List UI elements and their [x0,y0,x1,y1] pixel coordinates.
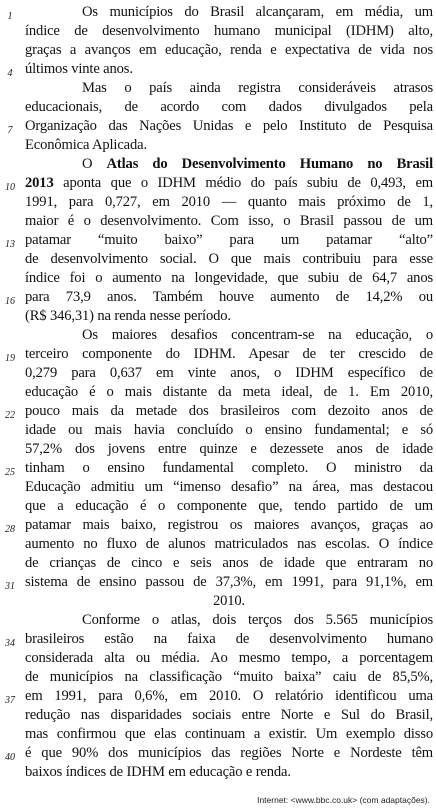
line-number: 19 [5,353,15,364]
text-line: 1991, para 0,727, em 2010 — quanto mais próximo de 1, [25,194,433,210]
text-line: que a educação é o componente que, tendo partido de um [25,498,433,514]
text-line: educação é o mais distante da meta ideal, de 1. Em 2010, [25,384,433,400]
text-line: patamar mais baixo, registrou os maiores avanços, graças ao [25,517,433,533]
text-line: O Atlas do Desenvolvimento Humano no Brasil [82,156,433,172]
text-line: Os municípios do Brasil alcançaram, em média, um [82,4,433,20]
line-number: 13 [5,239,15,250]
text-line: em 1991, para 0,6%, em 2010. O relatório identificou uma [25,688,433,704]
text-line: 0,279 para 0,637 em vinte anos, o IDHM específico de [25,365,433,381]
line-number: 10 [5,182,15,193]
text-line: aumento no fluxo de alunos matriculados nas escolas. O índice [25,536,433,552]
text-line: Os maiores desafios concentram-se na educação, o [82,327,433,343]
text-line: Mas o país ainda registra consideráveis atrasos [82,80,433,96]
text-line: idade ou mais havia concluído o ensino fundamental; e só [25,422,433,438]
line-number: 22 [5,410,15,421]
line-number: 4 [7,68,13,79]
line-number: 40 [5,752,15,763]
text-line: é que 90% dos municípios das regiões Norte e Nordeste têm [25,745,433,761]
text-line: mas confirmou que elas continuam a existir. Um exemplo disso [25,726,433,742]
text-line: 2013 aponta que o IDHM médio do país subiu de 0,493, em [25,175,433,191]
text-line: sistema de ensino passou de 37,3%, em 1991, para 91,1%, em [25,574,433,590]
text-line: maior é o desenvolvimento. Com isso, o Brasil passou de um [25,213,433,229]
text-line: de desenvolvimento social. O que mais contribuiu para esse [25,251,433,267]
line-number: 28 [5,524,15,535]
text-line: educacionais, de acordo com dados divulgados pela [25,99,433,115]
text-line: Organização das Nações Unidas e pelo Instituto de Pesquisa [25,118,433,134]
atlas-title: Atlas do Desenvolvimento Humano no Brasil [106,156,433,172]
text-line: de crianças de cinco e seis anos de idade que entraram no [25,555,433,571]
text-line: redução nas disparidades sociais entre Norte e Sul do Brasil, [25,707,433,723]
line-number: 37 [5,695,15,706]
text-line: graças a avanços em educação, renda e expectativa de vida nos [25,42,433,58]
text-line: pouco mais da metade dos brasileiros com dezoito anos de [25,403,433,419]
text-line: (R$ 346,31) na renda nesse período. [25,308,231,324]
text-line: 2010. [212,593,246,609]
text-line: índice de desenvolvimento humano municipal (IDHM) alto, [25,23,433,39]
text-line: Educação admitiu um “imenso desafio” na área, mas destacou [25,479,433,495]
text-line: patamar “muito baixo” para um patamar “alto” [25,232,433,248]
line-number: 25 [5,467,15,478]
text-line: brasileiros estão na faixa de desenvolvimento humano [25,631,433,647]
text-line: índice foi o aumento na longevidade, que subiu de 64,7 anos [25,270,433,286]
line-number: 7 [7,125,13,136]
text-line: 57,2% dos jovens entre quinze e dezessete anos de idade [25,441,433,457]
text-line: últimos vinte anos. [25,61,133,77]
line-number: 1 [7,11,13,22]
text-line: Econômica Aplicada. [25,137,147,153]
text-line: para 73,9 anos. Também houve aumento de 14,2% ou [25,289,433,305]
line-number: 31 [5,581,15,592]
text-line: Conforme o atlas, dois terços dos 5.565 municípios [82,612,433,628]
atlas-year: 2013 [25,175,54,191]
source-citation: Internet: <www.bbc.co.uk> (com adaptações). [257,795,430,805]
line-number: 34 [5,638,15,649]
text-line: tinham o ensino fundamental completo. O ministro da [25,460,433,476]
text-line: baixos índices de IDHM em educação e renda. [25,764,291,780]
text-line: de municípios na classificação “muito baixa” caiu de 85,5%, [25,669,433,685]
text-line: considerada alta ou média. Ao mesmo tempo, a porcentagem [25,650,433,666]
line-number: 16 [5,296,15,307]
text-line: terceiro componente do IDHM. Apesar de ter crescido de [25,346,433,362]
